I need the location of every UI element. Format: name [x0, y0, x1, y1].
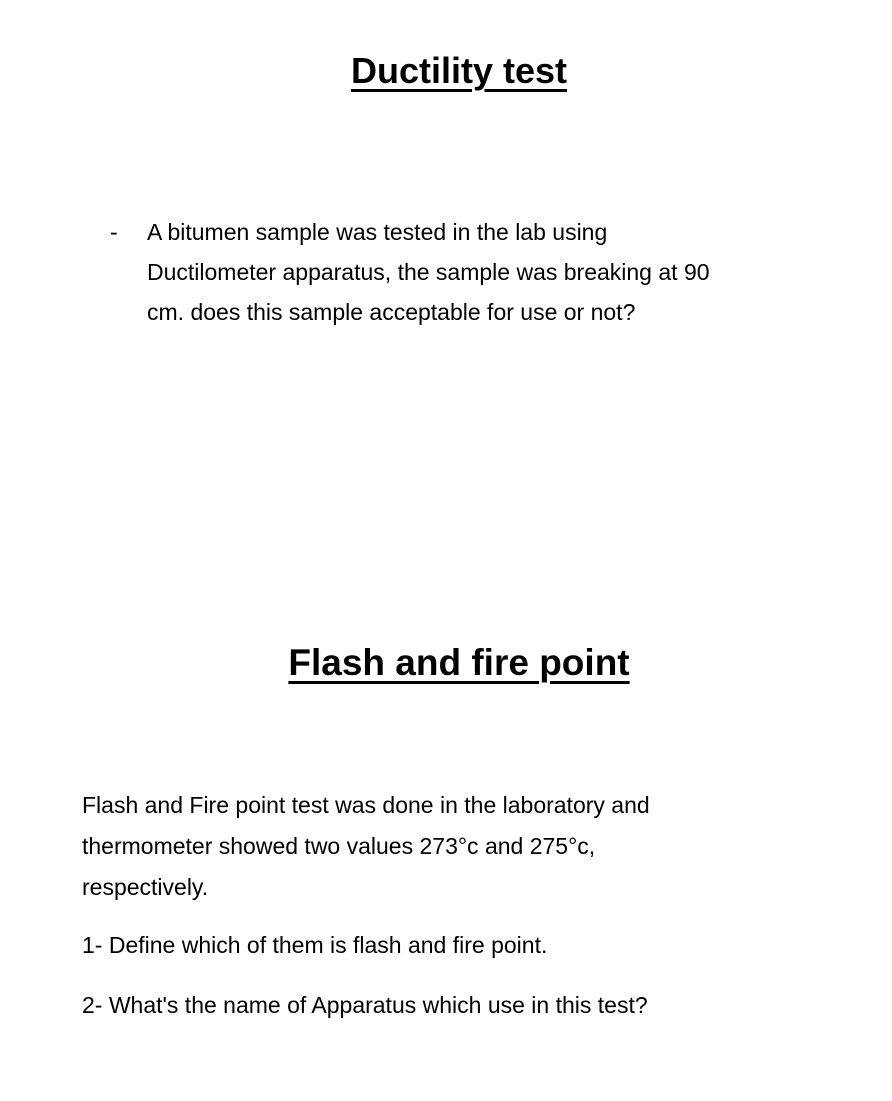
ductility-question-text: A bitumen sample was tested in the lab using Ductilometer apparatus, the sample was breaking at 90 cm. does this sample acceptable for use or not? [147, 219, 710, 325]
flash-fire-paragraph: Flash and Fire point test was done in the laboratory and thermometer showed two values 273°c and 275°c, respectively. [82, 792, 650, 900]
flash-fire-point-heading: Flash and fire point [288, 642, 630, 683]
ductility-test-heading: Ductility test [350, 50, 568, 91]
bullet-dash: - [110, 219, 118, 245]
question-1: 1- Define which of them is flash and fire point. [82, 932, 548, 958]
question-2: 2- What's the name of Apparatus which use in this test? [82, 992, 648, 1018]
